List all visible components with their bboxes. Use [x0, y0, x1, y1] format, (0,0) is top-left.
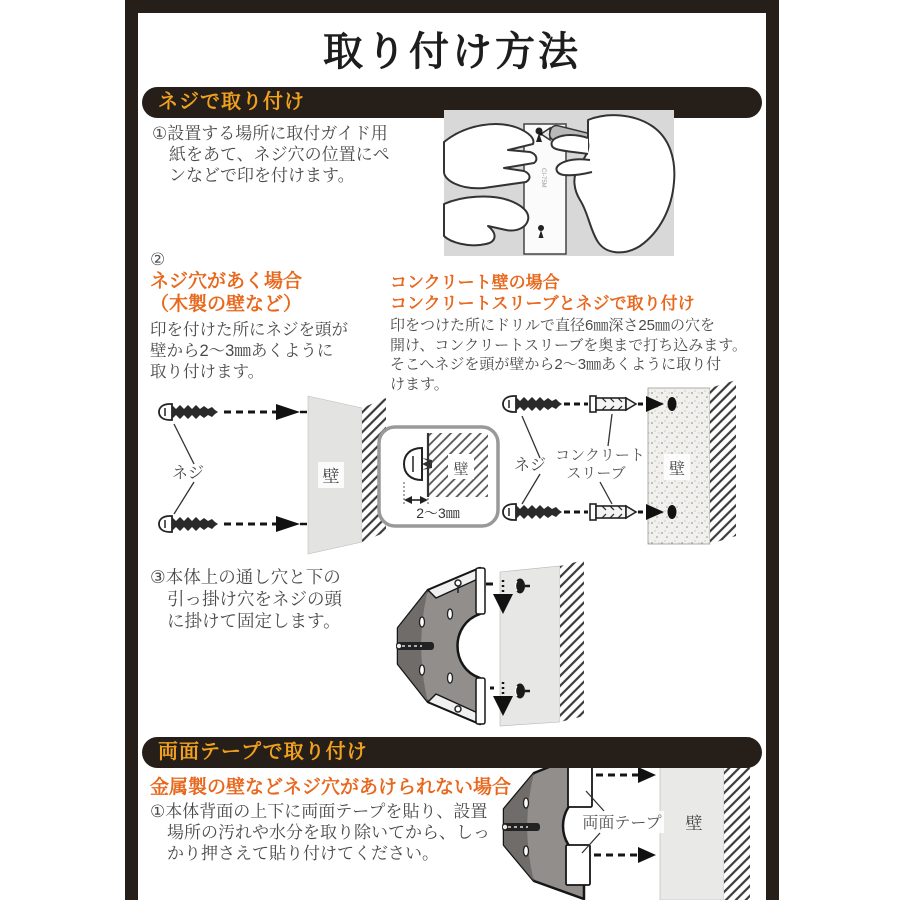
wall-label: 壁 [685, 814, 703, 833]
double-sided-tape [568, 767, 592, 807]
screw-label: ネジ [171, 465, 205, 482]
section-header-screw-mount-label: ネジで取り付け [158, 91, 305, 113]
arrowhead-icon [638, 767, 656, 783]
arrowhead-icon [638, 847, 656, 863]
hook-hole [455, 706, 461, 712]
concrete-wall-heading [390, 272, 695, 314]
wall-hatch [710, 380, 736, 544]
text-line: コンクリートスリーブとネジで取り付け [390, 294, 695, 313]
text-line: 紙をあて、ネジ穴の位置にペ [169, 145, 390, 164]
text-line: 取り付けます。 [150, 363, 265, 381]
text-line: ンなどで印を付けます。 [169, 166, 355, 185]
concrete-sleeve-icon [590, 504, 636, 520]
text-line: ネジ穴があく場合 [150, 271, 303, 292]
screw-icon [159, 404, 218, 420]
section-header-tape-mount-label: 両面テープで取り付け [158, 741, 368, 763]
pointer-line [582, 833, 600, 853]
wood-wall-instructions [150, 320, 348, 383]
text-line: 開け、コンクリートスリーブを奥まで打ち込みます。 [390, 336, 748, 354]
tape-section-heading: 金属製の壁などネジ穴があけられない場合 [150, 777, 512, 798]
wall-label: 壁 [453, 461, 469, 478]
wood-wall-illustration [150, 382, 390, 557]
arrowhead-icon [276, 404, 300, 420]
concrete-wall-illustration [500, 380, 762, 555]
text-line: ③本体上の通し穴と下の [150, 567, 341, 587]
text-line: そこへネジを頭が壁から2～3㎜あくように取り付 [390, 356, 722, 373]
concrete-sleeve-icon [590, 396, 636, 412]
text-line: （木製の壁など） [150, 294, 303, 315]
pointer-line [174, 482, 194, 514]
sleeve-label-line2: スリーブ [566, 465, 626, 482]
step3-instructions [150, 566, 342, 632]
pointer-line [522, 474, 540, 504]
marking-illustration [438, 108, 683, 260]
text-line: ①本体背面の上下に両面テープを貼り、設置 [150, 802, 488, 821]
pointer-line [600, 482, 612, 504]
text-line: かり押さえて貼り付けてください。 [167, 844, 439, 863]
wall-hole [668, 397, 677, 411]
text-line: に掛けて固定します。 [167, 611, 341, 631]
page-title: 取り付け方法 [323, 30, 581, 74]
text-line: コンクリート壁の場合 [390, 273, 560, 292]
tape-label: 両面テープ [582, 815, 662, 832]
hook-mount-illustration [388, 556, 690, 738]
wood-wall-heading [150, 270, 302, 316]
step2-mark: ② [150, 250, 166, 269]
screw-icon [503, 396, 562, 412]
wall-hole [668, 505, 677, 519]
wall-label: 壁 [322, 467, 340, 486]
arrowhead-icon [276, 516, 300, 532]
pointer-line [608, 414, 612, 446]
wall-hatch [560, 560, 584, 722]
step1-instructions [152, 123, 390, 186]
screw-icon [159, 516, 218, 532]
text-line: 印をつけた所にドリルで直径6㎜深さ25㎜の穴を [390, 317, 716, 334]
pointer-line [174, 424, 194, 464]
text-line: けます。 [390, 375, 449, 393]
wall-label: 壁 [668, 461, 686, 478]
bracket-body [396, 568, 485, 724]
section-header-tape-mount [142, 737, 762, 768]
screw-label: ネジ [513, 457, 547, 474]
text-line: 場所の汚れや水分を取り除いてから、しっ [167, 823, 490, 842]
double-sided-tape [566, 845, 590, 885]
text-line: 引っ掛け穴をネジの頭 [167, 589, 342, 609]
text-line: ①設置する場所に取付ガイド用 [152, 124, 388, 143]
pointer-line [522, 416, 540, 458]
text-line: 壁から2～3㎜あくように [150, 342, 334, 360]
sleeve-label-line1: コンクリート [555, 447, 645, 464]
text-line: 印を付けた所にネジを頭が [150, 321, 348, 339]
template-code-label: CI-75M [540, 168, 546, 188]
gap-inset-illustration [376, 424, 501, 529]
screw-icon [503, 504, 562, 520]
gap-dimension-label: 2～3㎜ [416, 505, 460, 521]
through-hole [455, 580, 461, 586]
tape-step-instructions [150, 801, 490, 864]
